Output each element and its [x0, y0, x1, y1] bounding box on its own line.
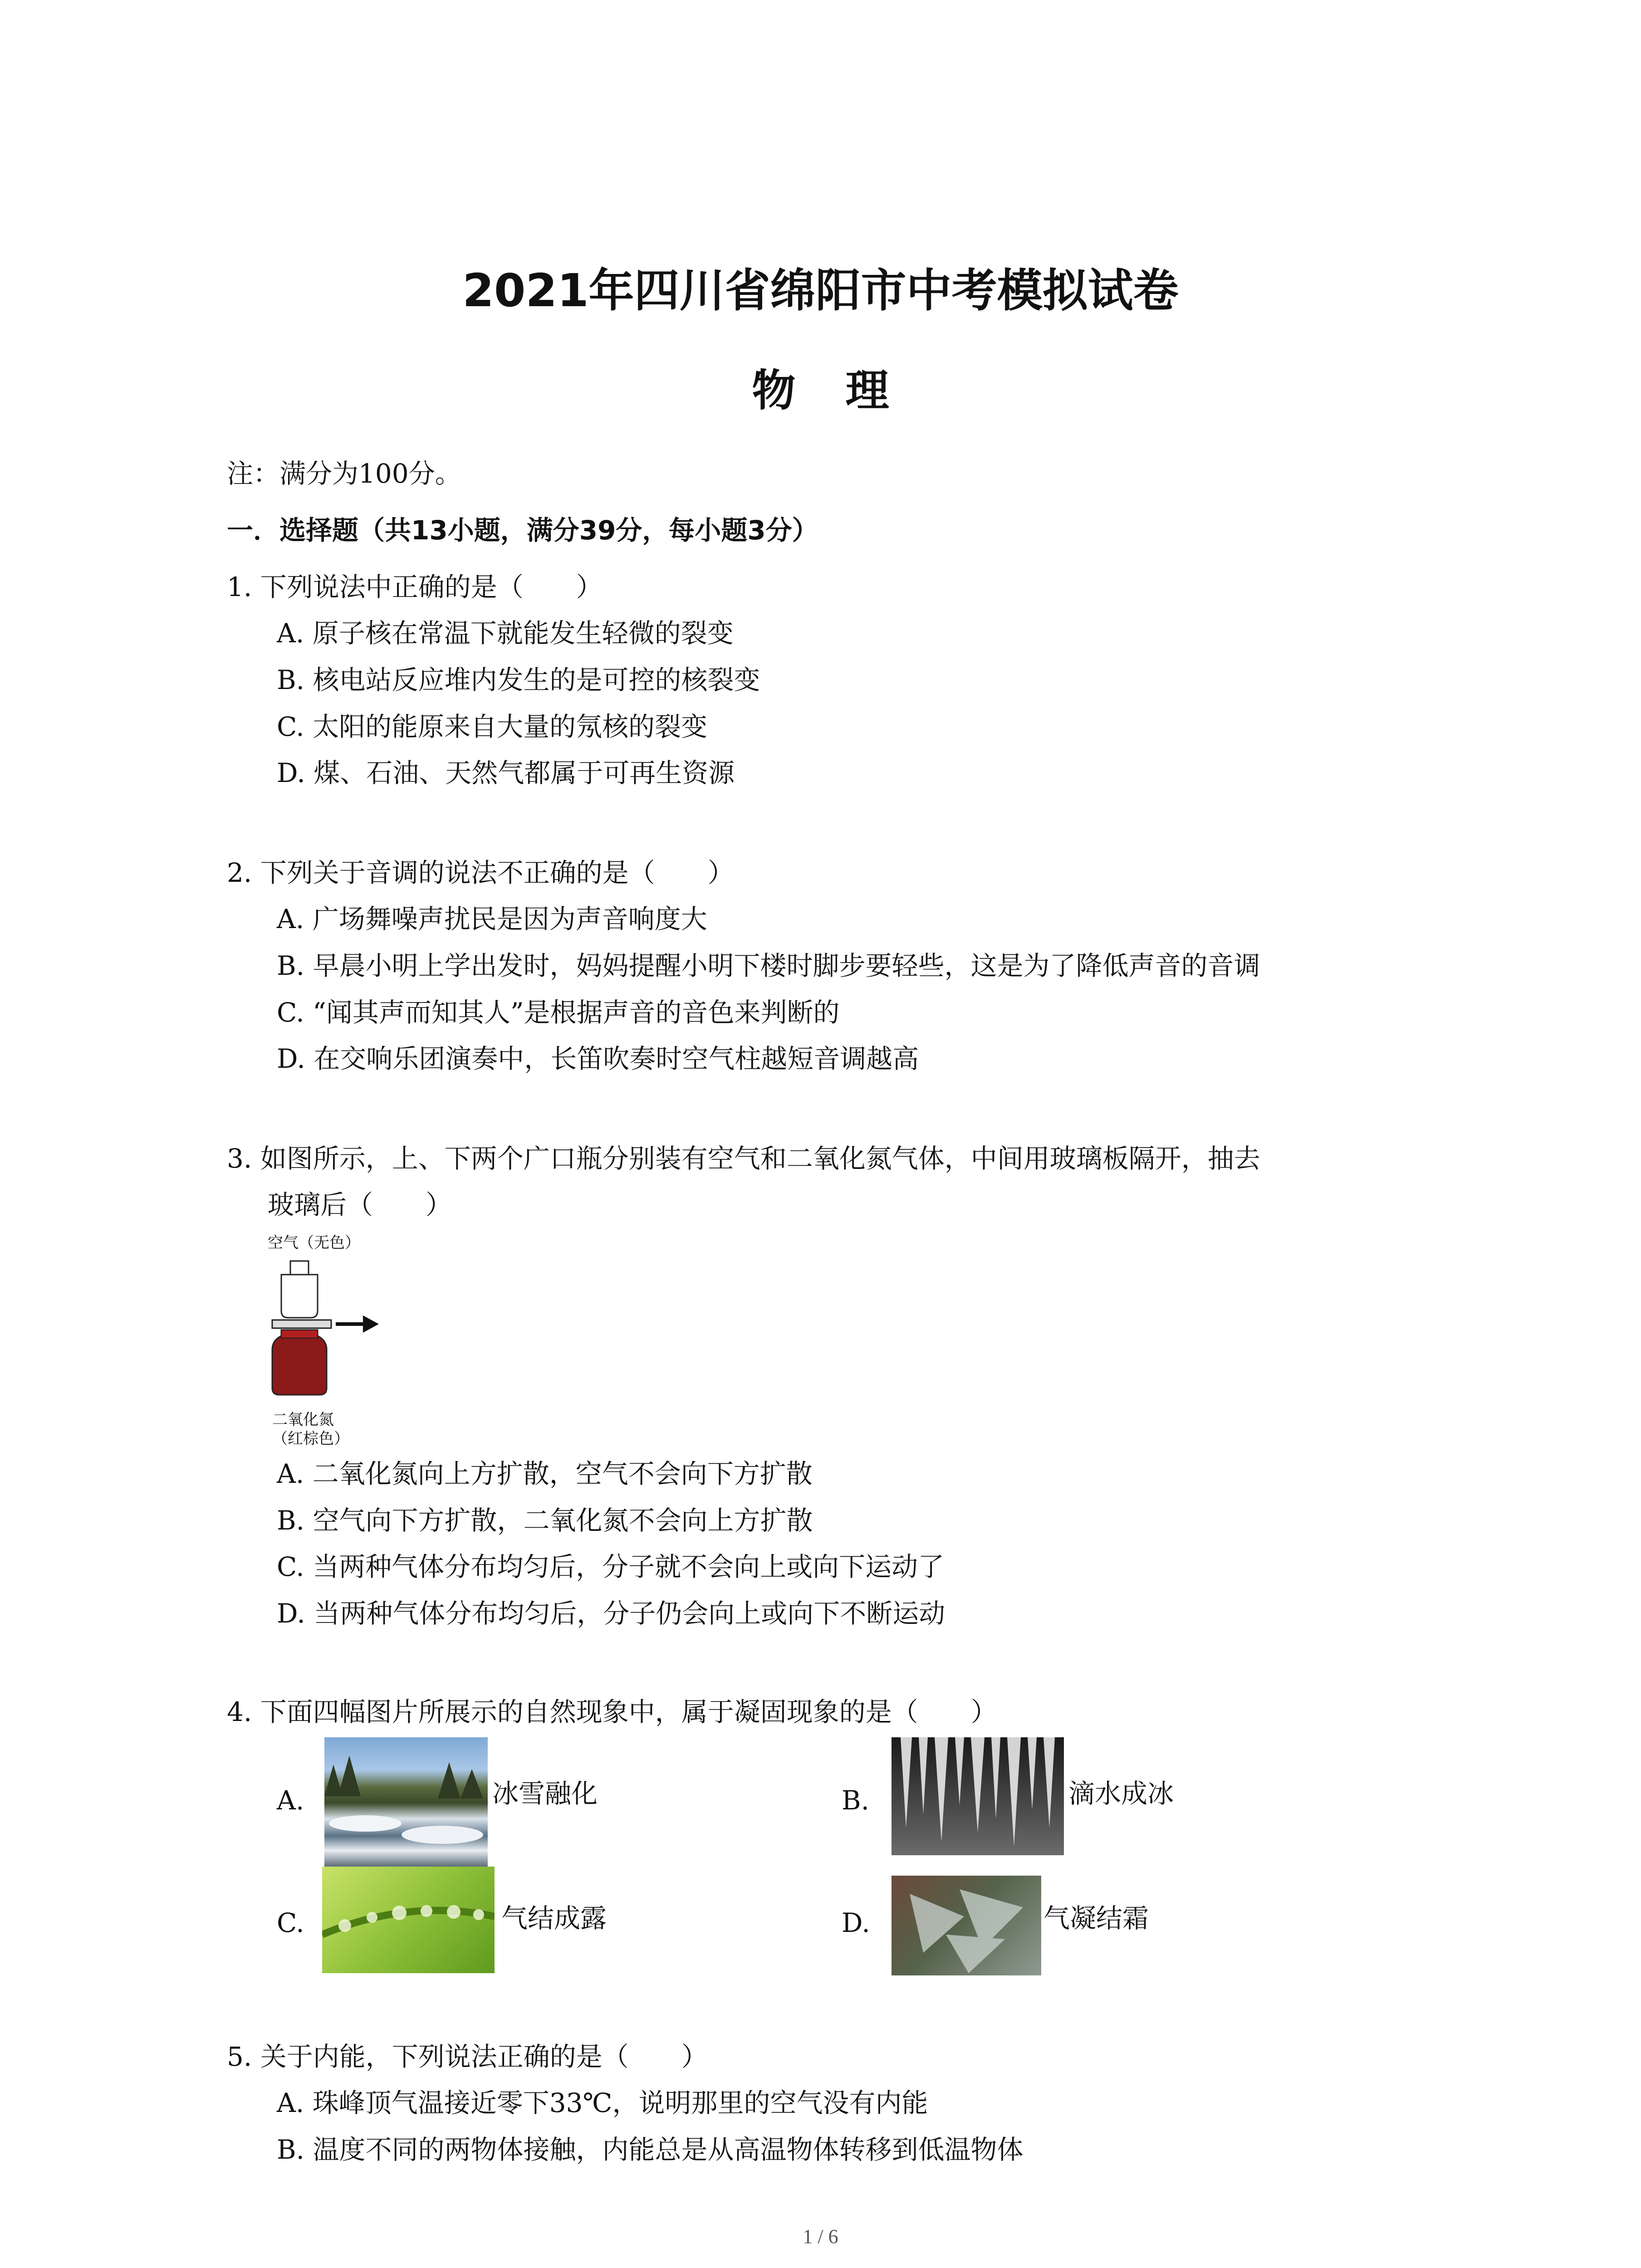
- question-1-option-c: C. 太阳的能原来自大量的氖核的裂变: [277, 711, 708, 742]
- melting-snow-photo: [324, 1737, 488, 1869]
- question-2-option-c: C. “闻其声而知其人”是根据声音的音色来判断的: [277, 997, 840, 1028]
- question-3-stem-line-1: 3. 如图所示，上、下两个广口瓶分别装有空气和二氧化氮气体，中间用玻璃板隔开，抽去: [227, 1143, 1260, 1174]
- question-3-option-b: B. 空气向下方扩散，二氧化氮不会向上方扩散: [277, 1505, 813, 1536]
- gas-bottles-figure: [263, 1234, 408, 1452]
- question-2-stem: 2. 下列关于音调的说法不正确的是（ ）: [227, 857, 734, 888]
- figure-label-no2-color: （红棕色）: [272, 1430, 349, 1448]
- subject-title: 物理: [752, 365, 939, 416]
- question-2-option-d: D. 在交响乐团演奏中，长笛吹奏时空气柱越短音调越高: [277, 1043, 919, 1074]
- question-1-stem: 1. 下列说法中正确的是（ ）: [227, 572, 603, 602]
- exam-title: 2021年四川省绵阳市中考模拟试卷: [462, 264, 1179, 317]
- question-2-option-a: A. 广场舞噪声扰民是因为声音响度大: [277, 904, 707, 934]
- question-3-option-d: D. 当两种气体分布均匀后，分子仍会向上或向下不断运动: [277, 1598, 945, 1629]
- bottles-diagram: [263, 1256, 408, 1411]
- dew-drops-photo: [322, 1867, 495, 1973]
- question-4-choice-c-caption: 气结成露: [501, 1903, 607, 1934]
- question-4-choice-a-caption: 冰雪融化: [492, 1778, 598, 1809]
- figure-label-no2: 二氧化氮: [272, 1411, 334, 1429]
- question-4-choice-b-caption: 滴水成冰: [1068, 1778, 1174, 1809]
- question-1-option-a: A. 原子核在常温下就能发生轻微的裂变: [277, 618, 734, 649]
- question-5-stem: 5. 关于内能，下列说法正确的是（ ）: [227, 2041, 708, 2072]
- frost-leaves-photo: [892, 1876, 1041, 1975]
- icicles-photo: [892, 1737, 1064, 1855]
- section-heading: 一．选择题（共13小题，满分39分，每小题3分）: [227, 515, 818, 546]
- question-1-option-b: B. 核电站反应堆内发生的是可控的核裂变: [277, 665, 760, 695]
- question-4-choice-c-letter: C.: [277, 1907, 304, 1938]
- question-4-choice-d-caption: 气凝结霜: [1043, 1903, 1149, 1934]
- score-note: 注：满分为100分。: [227, 458, 461, 489]
- question-4-stem: 4. 下面四幅图片所展示的自然现象中，属于凝固现象的是（ ）: [227, 1696, 997, 1727]
- question-5-option-b: B. 温度不同的两物体接触，内能总是从高温物体转移到低温物体: [277, 2134, 1024, 2165]
- question-3-stem-line-2: 玻璃后（ ）: [268, 1189, 452, 1220]
- question-3-option-c: C. 当两种气体分布均匀后，分子就不会向上或向下运动了: [277, 1551, 945, 1582]
- question-4-choice-b-letter: B.: [842, 1785, 870, 1816]
- question-4-choice-d-letter: D.: [842, 1907, 870, 1938]
- question-4-choice-a-letter: A.: [277, 1785, 304, 1816]
- question-3-option-a: A. 二氧化氮向上方扩散，空气不会向下方扩散: [277, 1458, 813, 1489]
- question-5-option-a: A. 珠峰顶气温接近零下33℃，说明那里的空气没有内能: [277, 2087, 928, 2118]
- page-number: 1 / 6: [803, 2225, 838, 2248]
- figure-label-air: 空气（无色）: [268, 1234, 360, 1252]
- question-1-option-d: D. 煤、石油、天然气都属于可再生资源: [277, 758, 735, 788]
- question-2-option-b: B. 早晨小明上学出发时，妈妈提醒小明下楼时脚步要轻些，这是为了降低声音的音调: [277, 950, 1260, 981]
